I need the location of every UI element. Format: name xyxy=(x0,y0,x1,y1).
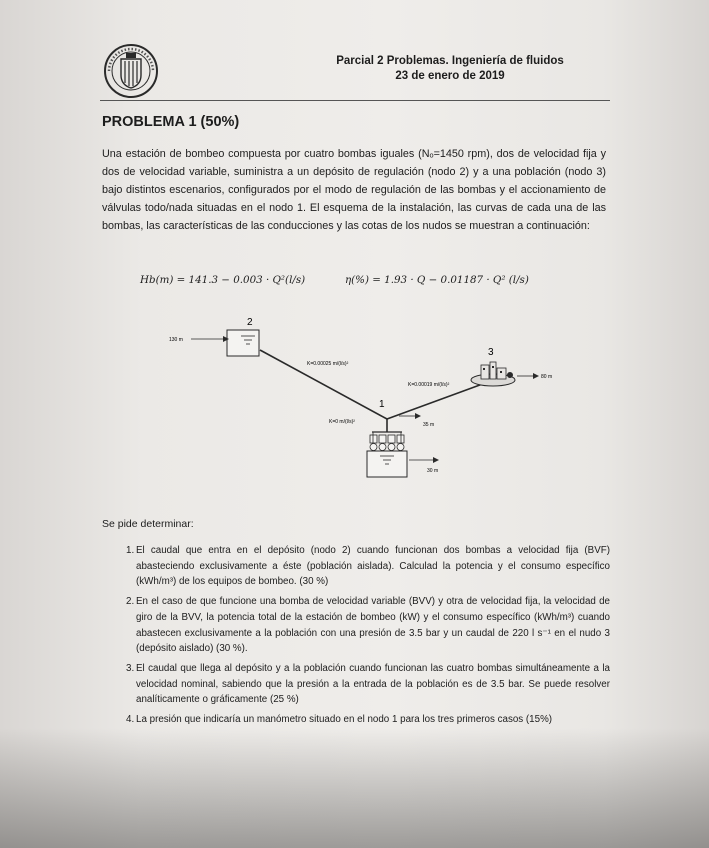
header-divider xyxy=(100,100,610,101)
questions-list xyxy=(102,543,610,732)
node-3-label: 3 xyxy=(488,347,494,358)
pipe-2-coefficient: K=0.00025 m/(l/s)² xyxy=(307,361,349,367)
pump-head-equation: Hb(m) = 141.3 − 0.003 · Q²(l/s) xyxy=(140,274,306,286)
pump-efficiency-equation: η(%) = 1.93 · Q − 0.01187 · Q² (l/s) xyxy=(345,274,529,286)
question-text: El caudal que llega al depósito y a la población cuando funcionan las cuatro bombas simultáneamente a la velocidad nominal, sabiendo que la presión a la entrada de la población es de 3.5 bar. Se puede resolver analíticamente o gráficamente (25 %) xyxy=(136,662,610,706)
installation-diagram xyxy=(165,310,560,490)
question-number: 2. xyxy=(126,596,135,608)
pump-station-elevation: 30 m xyxy=(427,468,439,474)
university-seal-icon xyxy=(103,43,159,99)
list-item xyxy=(102,712,610,728)
question-text: La presión que indicaría un manómetro situado en el nodo 1 para los tres primeros casos (15%) xyxy=(136,714,553,726)
problem-title: PROBLEMA 1 (50%) xyxy=(102,114,240,130)
question-number: 4. xyxy=(126,714,135,726)
node-1-label: 1 xyxy=(379,399,385,410)
list-item xyxy=(102,594,610,657)
list-item xyxy=(102,661,610,708)
question-number: 3. xyxy=(126,662,135,674)
exam-date: 23 de enero de 2019 xyxy=(395,70,505,82)
pipe-pump-coefficient: K=0 m/(l/s)² xyxy=(329,419,355,425)
exam-title: Parcial 2 Problemas. Ingeniería de fluidos xyxy=(336,55,564,67)
questions-intro: Se pide determinar: xyxy=(102,518,194,530)
problem-statement: Una estación de bombeo compuesta por cuatro bombas iguales (Nₒ=1450 rpm), dos de velocidad fija y dos de velocidad variable, suministra a un depósito de regulación (nodo 2) y a una población (nodo 3) bajo distintos escenarios, configurados por el modo de regulación de las bombas y el accionamiento de válvulas todo/nada situadas en el nodo 1. El esquema de la instalación, las curvas de cada una de las bombas, las características de las conducciones y las cotas de los nudos se muestran a continuación: xyxy=(102,148,606,232)
question-text: El caudal que entra en el depósito (nodo 2) cuando funcionan dos bombas a velocidad fija (BVF) abasteciendo exclusivamente a éste (población aislada). Calculad la potencia y el consumo específico (kWh/m³) de los equipos de bombeo. (30 %) xyxy=(136,545,610,588)
question-text: En el caso de que funcione una bomba de velocidad variable (BVV) y otra de velocidad fija, la velocidad de giro de la BVV, la potencia total de la estación de bombeo (kW) y el consumo específico (kWh/m³) cuando abastecen exclusivamente a la población con una presión de 3.5 bar y un caudal de 220 l s⁻¹ en el nudo 3 (depósito aislado) (30 %). xyxy=(136,596,610,655)
node-1-elevation: 35 m xyxy=(423,422,435,428)
node-3-elevation: 80 m xyxy=(541,374,553,380)
question-number: 1. xyxy=(126,545,135,556)
town-node-3-icon xyxy=(471,362,515,386)
list-item xyxy=(102,543,610,590)
pump-station-icon xyxy=(367,432,407,477)
reservoir-node-2-icon xyxy=(227,330,259,356)
node-2-label: 2 xyxy=(247,317,253,328)
pipe-3-coefficient: K=0.00019 m/(l/s)² xyxy=(408,382,450,388)
node-2-elevation: 130 m xyxy=(169,337,183,343)
